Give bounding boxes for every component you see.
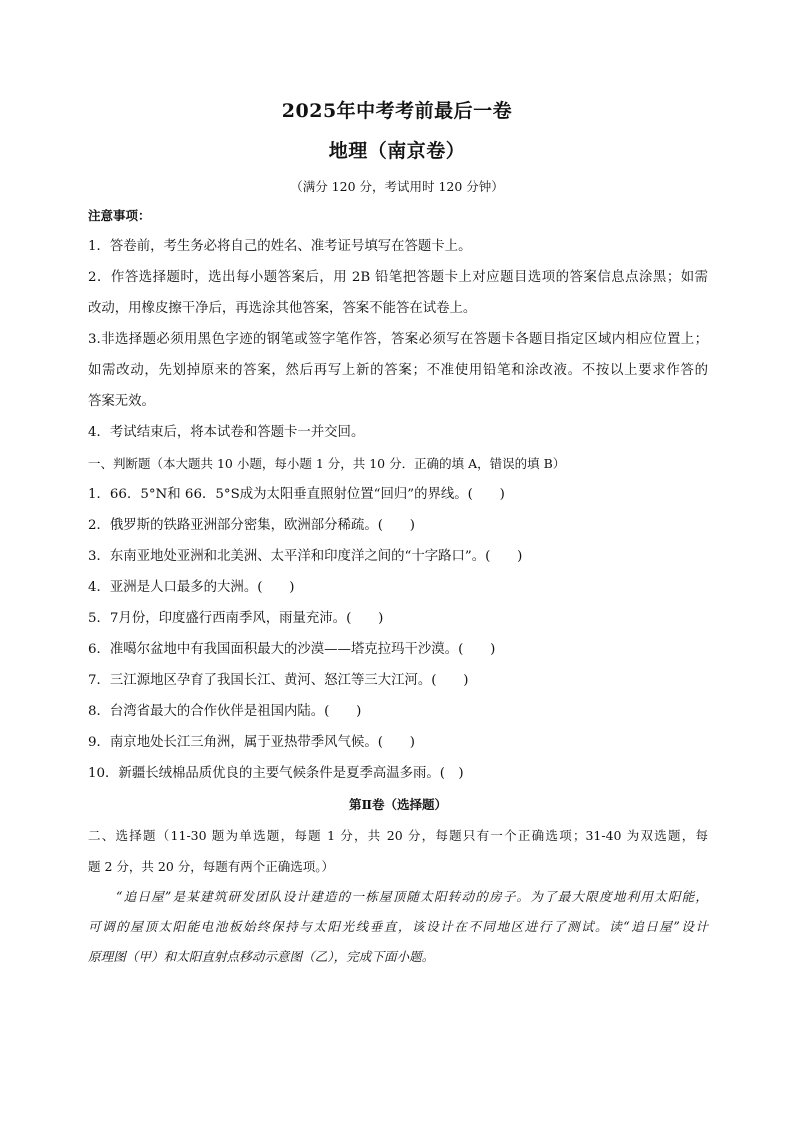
notice-item: 1．答卷前，考生务必将自己的姓名、准考证号填写在答题卡上。 [88, 239, 472, 254]
question-item: 2．俄罗斯的铁路亚洲部分密集，欧洲部分稀疏。( ) [88, 518, 415, 533]
notice-item: 改动，用橡皮擦干净后，再选涂其他答案，答案不能答在试卷上。 [88, 301, 477, 316]
notice-item: 2．作答选择题时，选出每小题答案后，用 2B 铅笔把答题卡上对应题目选项的答案信息点涂黑；如需 [88, 270, 708, 285]
question-item: 9．南京地处长江三角洲，属于亚热带季风气候。( ) [88, 735, 415, 750]
exam-body [88, 200, 708, 972]
question-item: 5．7月份，印度盛行西南季风，雨量充沛。( ) [88, 611, 384, 626]
exam-info: （满分 120 分，考试用时 120 分钟） [290, 179, 504, 194]
question-item: 1．66．5°N和 66．5°S成为太阳垂直照射位置“回归”的界线。( ) [88, 487, 505, 502]
exam-subtitle: 地理（南京卷） [328, 140, 466, 162]
notice-item: 3.非选择题必须用黑色字迹的钢笔或签字笔作答，答案必须写在答题卡各题目指定区域内相应位置上； [88, 332, 708, 347]
passage-line: 可调的屋顶太阳能电池板始终保持与太阳光线垂直，该设计在不同地区进行了测试。读“追日屋”设计 [88, 919, 708, 934]
passage-line: “追日屋”是某建筑研发团队设计建造的一栋屋顶随太阳转动的房子。为了最大限度地利用太阳能， [116, 889, 708, 904]
question-item: 4．亚洲是人口最多的大洲。( ) [88, 580, 295, 595]
notice-item: 答案无效。 [88, 394, 155, 409]
section2-heading-cont: 题 2 分，共 20 分，每题有两个正确选项。） [88, 859, 335, 874]
section2-heading: 二、选择题（11-30 题为单选题，每题 1 分，共 20 分，每题只有一个正确选项；31-40 为双选题，每 [88, 828, 708, 843]
question-item: 7．三江源地区孕育了我国长江、黄河、怒江等三大江河。( ) [88, 673, 469, 688]
notice-item: 如需改动，先划掉原来的答案，然后再写上新的答案；不准使用铅笔和涂改液。不按以上要求作答的 [88, 363, 708, 378]
section1-heading: 一、判断题（本大题共 10 小题，每小题 1 分，共 10 分．正确的填 A，错误的填 B） [88, 456, 566, 471]
part2-heading: 第Ⅱ卷（选择题） [348, 797, 448, 812]
exam-title: 2025年中考考前最后一卷 [281, 100, 513, 122]
question-item: 6．准噶尔盆地中有我国面积最大的沙漠——塔克拉玛干沙漠。( ) [88, 642, 496, 657]
question-item: 8．台湾省最大的合作伙伴是祖国内陆。( ) [88, 704, 362, 719]
notice-heading: 注意事项： [88, 208, 151, 223]
notice-item: 4．考试结束后，将本试卷和答题卡一并交回。 [88, 425, 365, 440]
question-item: 3．东南亚地处亚洲和北美洲、太平洋和印度洋之间的“十字路口”。( ) [88, 549, 523, 564]
question-item: 10．新疆长绒棉品质优良的主要气候条件是夏季高温多雨。( ) [88, 766, 464, 781]
passage-line: 原理图（甲）和太阳直射点移动示意图（乙），完成下面小题。 [88, 949, 435, 964]
